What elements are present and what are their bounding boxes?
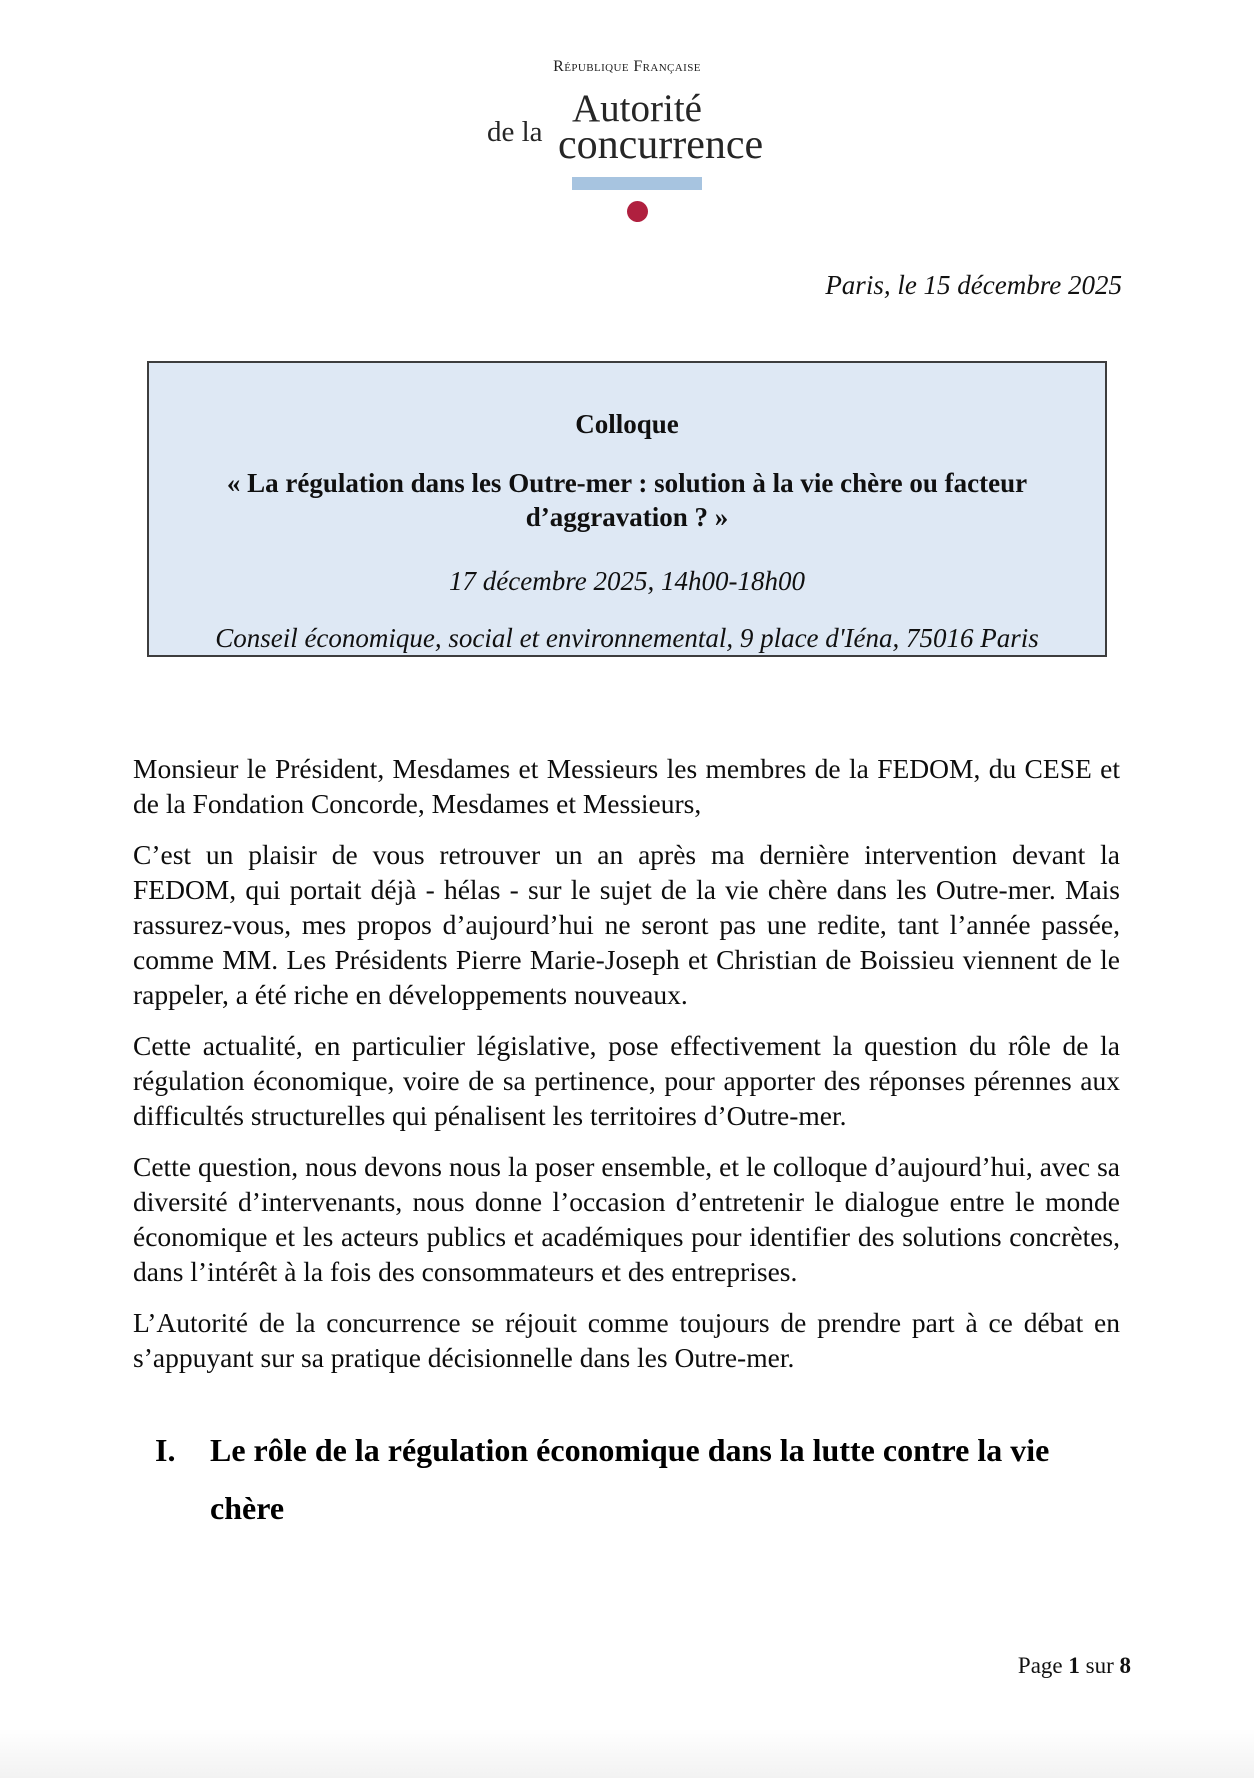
page-of-label: sur	[1085, 1653, 1114, 1678]
page-label: Page	[1017, 1653, 1063, 1678]
paragraph-salutation: Monsieur le Président, Mesdames et Messieurs les membres de la FEDOM, du CESE et de la Fondation Concorde, Mesdames et Messieurs,	[133, 753, 1120, 819]
notice-subject-line1: « La régulation dans les Outre-mer : solution à la vie chère ou facteur	[226, 468, 1028, 498]
notice-datetime: 17 décembre 2025, 14h00-18h00	[449, 566, 805, 596]
logo-word-concurrence: concurrence	[558, 122, 764, 168]
republic-label: République Française	[553, 58, 701, 75]
section-numeral: I.	[155, 1432, 176, 1468]
notice-title: Colloque	[575, 409, 679, 439]
notice-venue: Conseil économique, social et environnemental, 9 place d'Iéna, 75016 Paris	[215, 623, 1039, 653]
speech-paragraphs	[133, 751, 1120, 1375]
logo-underline-bar-icon	[572, 177, 702, 190]
notice-subject-line2: d’aggravation ? »	[525, 502, 729, 532]
page-total: 8	[1119, 1653, 1131, 1678]
document-body	[133, 361, 1120, 1537]
page-number	[1018, 1653, 1131, 1679]
paragraph-autorite: L’Autorité de la concurrence se réjouit comme toujours de prendre part à ce débat en s’appuyant sur sa pratique décisionnelle dans les Outre-mer.	[133, 1307, 1120, 1373]
page-bottom-shadow	[0, 1728, 1254, 1778]
logo-word-de-la: de la	[487, 116, 543, 148]
section-heading-1	[133, 1421, 1120, 1537]
section-title: Le rôle de la régulation économique dans la lutte contre la vie chère	[210, 1432, 1050, 1526]
colloque-notice-box	[147, 361, 1107, 657]
notice-subject	[149, 466, 1105, 534]
logo-dot-icon	[627, 201, 648, 222]
paragraph-question: Cette question, nous devons nous la poser ensemble, et le colloque d’aujourd’hui, avec sa diversité d’intervenants, nous donne l’occasion d’entretenir le dialogue entre le monde économique et les acteurs publics et académiques pour identifier des solutions concrètes, dans l’intérêt à la fois des consommateurs et des entreprises.	[133, 1151, 1120, 1287]
paragraph-actualite: Cette actualité, en particulier législative, pose effectivement la question du rôle de la régulation économique, voire de sa pertinence, pour apporter des réponses pérennes aux difficultés structurelles qui pénalisent les territoires d’Outre-mer.	[133, 1030, 1120, 1131]
logo-word-autorite: Autorité	[572, 87, 702, 130]
dateline: Paris, le 15 décembre 2025	[825, 270, 1122, 300]
autorite-concurrence-logo	[0, 0, 1254, 240]
page-current: 1	[1068, 1653, 1080, 1678]
paragraph-intro: C’est un plaisir de vous retrouver un an après ma dernière intervention devant la FEDOM, qui portait déjà - hélas - sur le sujet de la vie chère dans les Outre-mer. Mais rassurez-vous, mes propos d’aujourd’hui ne seront pas une redite, tant l’année passée, comme MM. Les Présidents Pierre Marie-Joseph et Christian de Boissieu viennent de le rappeler, a été riche en développements nouveaux.	[133, 839, 1120, 1010]
